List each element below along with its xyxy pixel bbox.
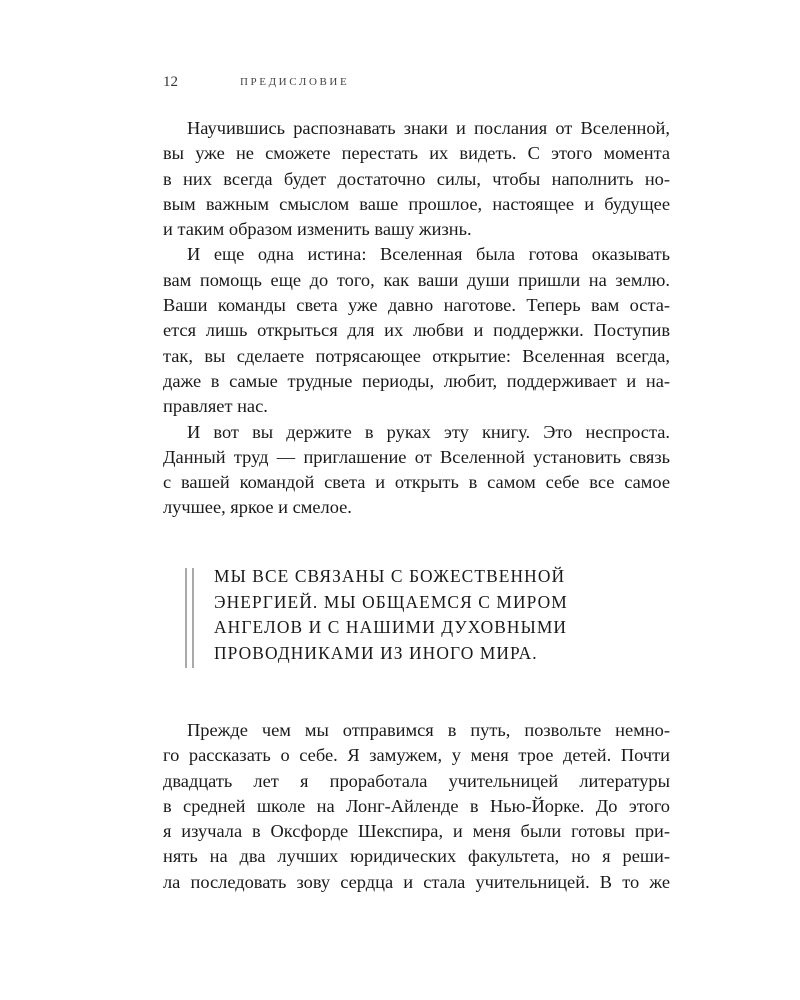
text-line: нять на два лучших юридических факультета, но я реши- xyxy=(163,846,670,867)
text-line: в них всегда будет достаточно силы, чтобы наполнить но- xyxy=(163,168,670,189)
text-line: ла последовать зову сердца и стала учительницей. В то же xyxy=(163,871,670,892)
body-text-bottom xyxy=(163,718,670,895)
text-line: лучшее, яркое и смелое. xyxy=(163,497,352,518)
text-line: Прежде чем мы отправимся в путь, позвольте немно- xyxy=(187,720,670,740)
pull-quote xyxy=(185,564,654,666)
text-line: вым важным смыслом ваше прошлое, настоящее и будущее xyxy=(163,193,670,214)
text-line: в средней школе на Лонг-Айленде в Нью-Йорке. До этого xyxy=(163,795,670,816)
text-line: Научившись распознавать знаки и послания от Вселенной, xyxy=(187,118,670,138)
text-line: так, вы сделаете потрясающее открытие: Вселенная всегда, xyxy=(163,345,670,366)
text-line: с вашей командой света и открыть в самом себе все самое xyxy=(163,472,670,493)
page-number: 12 xyxy=(163,74,178,90)
quote-line: МЫ ВСЕ СВЯЗАНЫ С БОЖЕСТВЕННОЙ xyxy=(214,566,566,586)
paragraph xyxy=(163,718,670,895)
text-line: И еще одна истина: Вселенная была готова оказывать xyxy=(187,244,670,265)
pull-quote-text xyxy=(214,564,654,666)
quote-line: АНГЕЛОВ И С НАШИМИ ДУХОВНЫМИ xyxy=(214,617,568,637)
paragraph xyxy=(163,116,670,242)
text-line: вам помощь еще до того, как ваши души пришли на землю. xyxy=(163,269,670,290)
text-line: двадцать лет я проработала учительницей литературы xyxy=(163,770,670,791)
text-line: и таким образом изменить вашу жизнь. xyxy=(163,219,472,240)
text-line: вы уже не сможете перестать их видеть. С этого момента xyxy=(163,143,670,164)
text-line: Ваши команды света уже давно наготове. Теперь вам оста- xyxy=(163,295,670,316)
text-line: даже в самые трудные периоды, любит, поддерживает и на- xyxy=(163,370,670,391)
text-line: я изучала в Оксфорде Шекспира, и меня были готовы при- xyxy=(163,821,670,842)
text-line: го рассказать о себе. Я замужем, у меня трое детей. Почти xyxy=(163,745,670,766)
text-line: ется лишь открыться для их любви и поддержки. Поступив xyxy=(163,320,670,341)
running-head: ПРЕДИСЛОВИЕ xyxy=(240,76,350,88)
quote-bar-icon xyxy=(185,568,194,668)
text-line: правляет нас. xyxy=(163,396,268,417)
quote-line: ПРОВОДНИКАМИ ИЗ ИНОГО МИРА. xyxy=(214,642,538,663)
text-line: И вот вы держите в руках эту книгу. Это неспроста. xyxy=(187,421,670,442)
body-text-top xyxy=(163,116,670,521)
text-line: Данный труд — приглашение от Вселенной установить связь xyxy=(163,446,670,467)
paragraph xyxy=(163,420,670,521)
page-header xyxy=(163,74,673,94)
quote-line: ЭНЕРГИЕЙ. МЫ ОБЩАЕМСЯ С МИРОМ xyxy=(214,591,568,612)
paragraph xyxy=(163,242,670,419)
